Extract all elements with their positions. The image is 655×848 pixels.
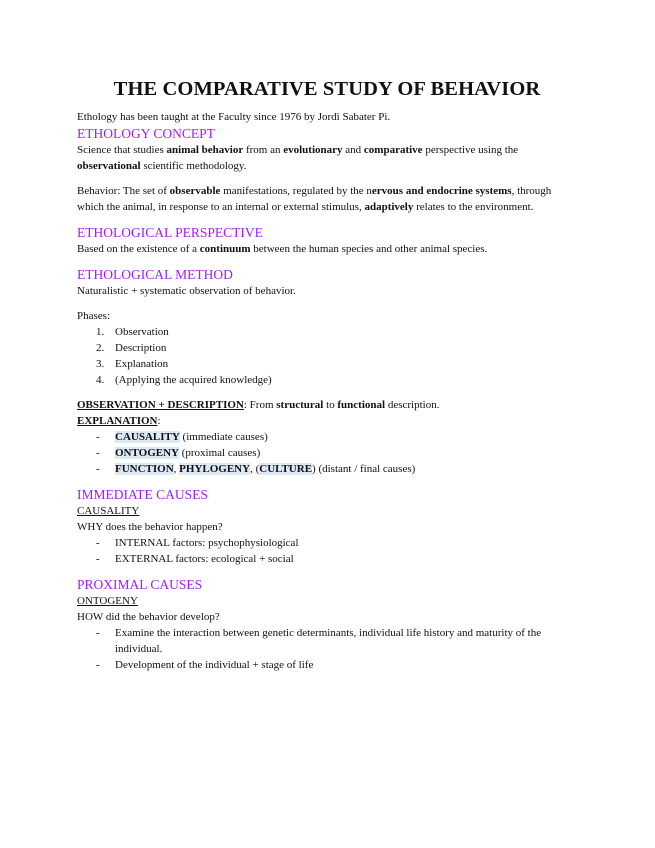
heading-proximal-causes: PROXIMAL CAUSES xyxy=(77,577,203,592)
phases-label: Phases: xyxy=(77,310,110,322)
list-item: - CAUSALITY (immediate causes) xyxy=(96,431,268,443)
explanation-label: EXPLANATION: xyxy=(77,415,161,427)
subheading-causality: CAUSALITY xyxy=(77,505,140,517)
list-item: - FUNCTION, PHYLOGENY, (CULTURE) (distant / final causes) xyxy=(96,463,416,475)
document-page xyxy=(77,78,577,673)
method-paragraph: Naturalistic + systematic observation of behavior. xyxy=(77,285,296,297)
explanation-list xyxy=(77,429,577,477)
list-item: 1. Observation xyxy=(96,326,169,338)
subheading-ontogeny: ONTOGENY xyxy=(77,595,138,607)
heading-ethology-concept: ETHOLOGY CONCEPT xyxy=(77,126,215,141)
list-item: - ONTOGENY (proximal causes) xyxy=(96,447,261,459)
behavior-definition: Behavior: The set of observable manifestations, regulated by the nervous and endocrine systems, through which the animal, in response to an internal or external stimulus, adaptively relates to the environment. xyxy=(77,185,552,213)
proximal-list xyxy=(77,625,577,673)
list-item: - Examine the interaction between genetic determinants, individual life history and maturity of the individual. xyxy=(96,627,542,655)
concept-paragraph: Science that studies animal behavior from an evolutionary and comparative perspective using the observational scientific methodology. xyxy=(77,144,519,172)
list-item: 4. (Applying the acquired knowledge) xyxy=(96,374,272,386)
list-item: - INTERNAL factors: psychophysiological xyxy=(96,537,299,549)
list-item: - Development of the individual + stage of life xyxy=(96,659,314,671)
proximal-question: HOW did the behavior develop? xyxy=(77,611,220,623)
immediate-list xyxy=(77,535,577,567)
list-item: 2. Description xyxy=(96,342,167,354)
observation-description-line: OBSERVATION + DESCRIPTION: From structural to functional description. xyxy=(77,399,440,411)
heading-ethological-perspective: ETHOLOGICAL PERSPECTIVE xyxy=(77,225,263,240)
perspective-paragraph: Based on the existence of a continuum between the human species and other animal species. xyxy=(77,243,488,255)
heading-ethological-method: ETHOLOGICAL METHOD xyxy=(77,267,233,282)
list-item: - EXTERNAL factors: ecological + social xyxy=(96,553,294,565)
immediate-question: WHY does the behavior happen? xyxy=(77,521,223,533)
heading-immediate-causes: IMMEDIATE CAUSES xyxy=(77,487,208,502)
intro-text: Ethology has been taught at the Faculty since 1976 by Jordi Sabater Pi. xyxy=(77,111,391,123)
page-title: THE COMPARATIVE STUDY OF BEHAVIOR xyxy=(113,78,541,100)
list-item: 3. Explanation xyxy=(96,358,169,370)
phases-list xyxy=(77,324,577,388)
